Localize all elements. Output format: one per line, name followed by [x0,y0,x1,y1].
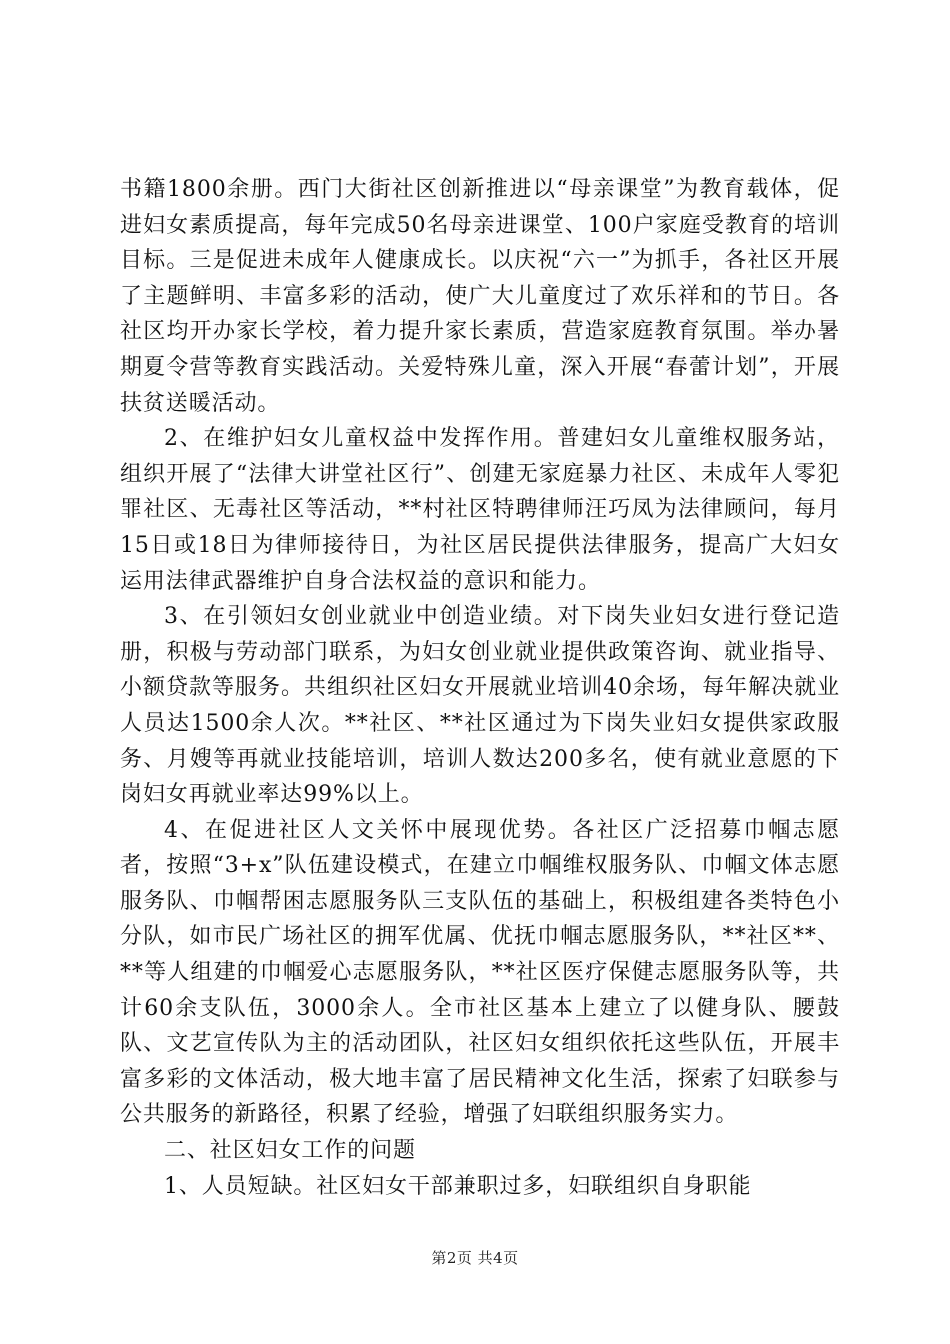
paragraph-item-4-humanistic-care: 4、在促进社区人文关怀中展现优势。各社区广泛招募巾帼志愿者，按照“3+x”队伍建设模式，在建立巾帼维权服务队、巾帼文体志愿服务队、巾帼帮困志愿服务队三支队伍的基础上，积极组建各类特色小分队，如市民广场社区的拥军优属、优抚巾帼志愿服务队，**社区**、**等人组建的巾帼爱心志愿服务队，**社区医疗保健志愿服务队等，共计60余支队伍，3000余人。全市社区基本上建立了以健身队、腰鼓队、文艺宣传队为主的活动团队，社区妇女组织依托这些队伍，开展丰富多彩的文体活动，极大地丰富了居民精神文化生活，探索了妇联参与公共服务的新路径，积累了经验，增强了妇联组织服务实力。 [120,817,840,1128]
document-body [120,172,840,1204]
paragraph-item-3-employment: 3、在引领妇女创业就业中创造业绩。对下岗失业妇女进行登记造册，积极与劳动部门联系，为妇女创业就业提供政策咨询、就业指导、小额贷款等服务。共组织社区妇女开展就业培训40余场，每年解决就业人员达1500余人次。**社区、**社区通过为下岗失业妇女提供家政服务、月嫂等再就业技能培训，培训人数达200多名，使有就业意愿的下岗妇女再就业率达99%以上。 [120,604,840,808]
section-heading-problems: 二、社区妇女工作的问题 [164,1138,416,1164]
paragraph-item-2-rights-protection: 2、在维护妇女儿童权益中发挥作用。普建妇女儿童维权服务站，组织开展了“法律大讲堂社区行”、创建无家庭暴力社区、未成年人零犯罪社区、无毒社区等活动，**村社区特聘律师汪巧凤为法律顾问，每月15日或18日为律师接待日，为社区居民提供法律服务，提高广大妇女运用法律武器维护自身合法权益的意识和能力。 [120,426,840,594]
page-number-footer: 第2页 共4页 [431,1249,519,1267]
paragraph-staff-shortage: 1、人员短缺。社区妇女干部兼职过多，妇联组织自身职能 [164,1173,752,1199]
paragraph-continuation: 书籍1800余册。西门大街社区创新推进以“母亲课堂”为教育载体，促进妇女素质提高，每年完成50名母亲进课堂、100户家庭受教育的培训目标。三是促进未成年人健康成长。以庆祝“六一”为抓手，各社区开展了主题鲜明、丰富多彩的活动，使广大儿童度过了欢乐祥和的节日。各社区均开办家长学校，着力提升家长素质，营造家庭教育氛围。举办暑期夏令营等教育实践活动。关爱特殊儿童，深入开展“春蕾计划”，开展扶贫送暖活动。 [120,177,840,416]
